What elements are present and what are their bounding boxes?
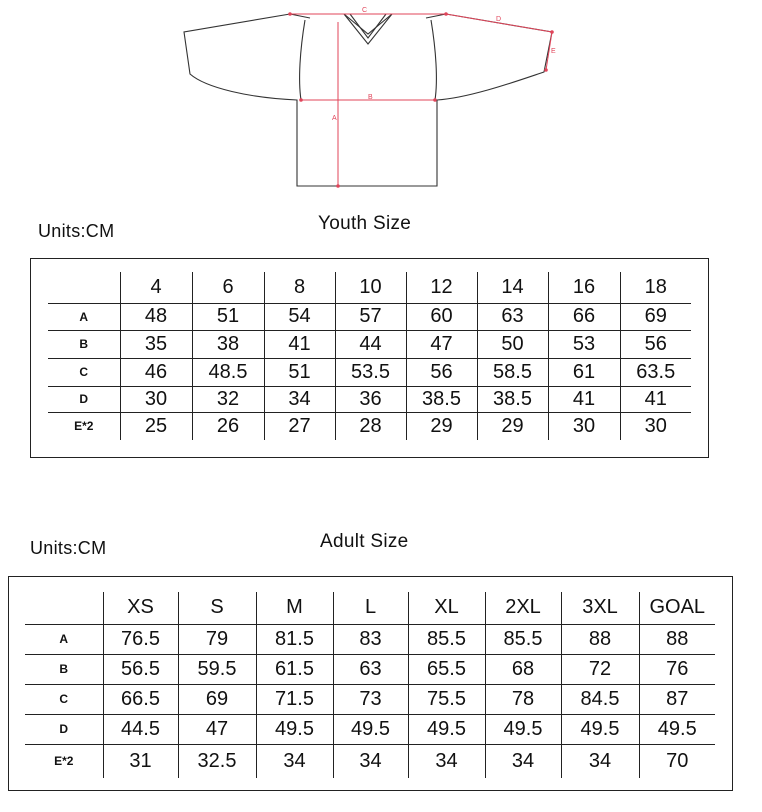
measurement-value: 60 xyxy=(406,303,477,330)
youth-title: Youth Size xyxy=(318,213,412,234)
measurement-value: 87 xyxy=(639,684,715,714)
size-header-cell: 14 xyxy=(477,272,548,303)
measurement-value: 30 xyxy=(620,412,691,440)
measurement-value: 85.5 xyxy=(408,624,485,654)
measurement-value: 47 xyxy=(406,330,477,358)
size-header-cell: XL xyxy=(408,592,485,624)
measurement-value: 38 xyxy=(192,330,264,358)
measurement-row xyxy=(48,358,691,386)
measurement-value: 59.5 xyxy=(178,654,256,684)
measurement-value: 81.5 xyxy=(256,624,333,654)
label-d: D xyxy=(496,16,502,23)
measurement-value: 41 xyxy=(264,330,335,358)
size-header-cell: 18 xyxy=(620,272,691,303)
label-e: E xyxy=(551,48,556,55)
measurement-value: 49.5 xyxy=(561,714,639,744)
jersey-measurement-diagram xyxy=(0,0,762,200)
measurement-value: 28 xyxy=(335,412,406,440)
measurement-label: C xyxy=(48,358,120,386)
measurement-row xyxy=(25,684,715,714)
measurement-value: 49.5 xyxy=(485,714,561,744)
measurement-value: 46 xyxy=(120,358,192,386)
measurement-label: B xyxy=(48,330,120,358)
measurement-value: 56 xyxy=(406,358,477,386)
measurement-row xyxy=(48,303,691,330)
measurement-value: 68 xyxy=(485,654,561,684)
measure-lines xyxy=(290,14,552,186)
measurement-label: E*2 xyxy=(74,419,94,434)
measurement-value: 84.5 xyxy=(561,684,639,714)
size-header-cell: L xyxy=(333,592,408,624)
measurement-value: 30 xyxy=(120,386,192,412)
measurement-value: 83 xyxy=(333,624,408,654)
measurement-value: 25 xyxy=(120,412,192,440)
size-header-cell: 4 xyxy=(120,272,192,303)
measurement-value: 36 xyxy=(335,386,406,412)
size-header-cell: 10 xyxy=(335,272,406,303)
measurement-value: 56.5 xyxy=(103,654,178,684)
measurement-value: 69 xyxy=(178,684,256,714)
measurement-value: 48.5 xyxy=(192,358,264,386)
measurement-value: 27 xyxy=(264,412,335,440)
measurement-value: 88 xyxy=(639,624,715,654)
measurement-value: 65.5 xyxy=(408,654,485,684)
adult-units: Units:CM xyxy=(30,538,107,558)
measurement-value: 73 xyxy=(333,684,408,714)
measurement-label: C xyxy=(25,684,103,714)
measurement-value: 88 xyxy=(561,624,639,654)
measurement-value: 51 xyxy=(192,303,264,330)
size-header-cell: 3XL xyxy=(561,592,639,624)
measurement-value: 57 xyxy=(335,303,406,330)
size-header-cell: 16 xyxy=(548,272,620,303)
measurement-value: 70 xyxy=(639,744,715,778)
measurement-row xyxy=(25,714,715,744)
size-header-cell: 6 xyxy=(192,272,264,303)
measurement-value: 71.5 xyxy=(256,684,333,714)
adult-size-table xyxy=(25,592,715,778)
measurement-value: 49.5 xyxy=(408,714,485,744)
measurement-value: 56 xyxy=(620,330,691,358)
measurement-value: 44 xyxy=(335,330,406,358)
measurement-row xyxy=(25,624,715,654)
measurement-value: 69 xyxy=(620,303,691,330)
measurement-label: D xyxy=(48,386,120,412)
size-header-cell: 8 xyxy=(264,272,335,303)
measurement-value: 63.5 xyxy=(620,358,691,386)
measurement-value: 44.5 xyxy=(103,714,178,744)
measurement-value: 48 xyxy=(120,303,192,330)
measurement-value: 32 xyxy=(192,386,264,412)
measurement-value: 49.5 xyxy=(333,714,408,744)
measurement-value: 41 xyxy=(548,386,620,412)
corner xyxy=(25,592,103,624)
measurement-value: 38.5 xyxy=(406,386,477,412)
measurement-value: 53.5 xyxy=(335,358,406,386)
measurement-row xyxy=(48,386,691,412)
measurement-value: 34 xyxy=(256,744,333,778)
measurement-value: 63 xyxy=(477,303,548,330)
measurement-value: 49.5 xyxy=(639,714,715,744)
adult-title: Adult Size xyxy=(320,531,409,552)
measurement-row xyxy=(48,412,691,440)
size-header-cell: GOAL xyxy=(639,592,715,624)
measurement-value: 38.5 xyxy=(477,386,548,412)
measurement-label: B xyxy=(25,654,103,684)
measurement-row xyxy=(48,330,691,358)
measurement-value: 72 xyxy=(561,654,639,684)
label-a: A xyxy=(332,115,337,122)
size-header-cell: 12 xyxy=(406,272,477,303)
measurement-value: 61.5 xyxy=(256,654,333,684)
measurement-value: 51 xyxy=(264,358,335,386)
measurement-value: 26 xyxy=(192,412,264,440)
measurement-value: 31 xyxy=(103,744,178,778)
measurement-row xyxy=(25,654,715,684)
measurement-value: 75.5 xyxy=(408,684,485,714)
measurement-value: 76.5 xyxy=(103,624,178,654)
size-header-cell: XS xyxy=(103,592,178,624)
measurement-value: 34 xyxy=(264,386,335,412)
size-header-cell: 2XL xyxy=(485,592,561,624)
measurement-value: 32.5 xyxy=(178,744,256,778)
measurement-value: 34 xyxy=(408,744,485,778)
measurement-row xyxy=(25,744,715,778)
label-b: B xyxy=(368,94,373,101)
measurement-value: 41 xyxy=(620,386,691,412)
measurement-value: 49.5 xyxy=(256,714,333,744)
measurement-value: 85.5 xyxy=(485,624,561,654)
measurement-value: 34 xyxy=(485,744,561,778)
measurement-value: 61 xyxy=(548,358,620,386)
youth-size-table xyxy=(48,272,691,440)
measurement-value: 47 xyxy=(178,714,256,744)
measurement-value: 58.5 xyxy=(477,358,548,386)
measurement-value: 34 xyxy=(561,744,639,778)
size-header-cell: M xyxy=(256,592,333,624)
measurement-label: A xyxy=(48,303,120,330)
measurement-value: 29 xyxy=(477,412,548,440)
measurement-value: 53 xyxy=(548,330,620,358)
measurement-value: 76 xyxy=(639,654,715,684)
measurement-value: 54 xyxy=(264,303,335,330)
measurement-label: D xyxy=(25,714,103,744)
measurement-value: 50 xyxy=(477,330,548,358)
corner xyxy=(48,272,120,303)
measurement-value: 66.5 xyxy=(103,684,178,714)
measurement-value: 30 xyxy=(548,412,620,440)
measurement-value: 29 xyxy=(406,412,477,440)
size-header-cell: S xyxy=(178,592,256,624)
measurement-value: 66 xyxy=(548,303,620,330)
measurement-label: A xyxy=(25,624,103,654)
measurement-value: 34 xyxy=(333,744,408,778)
measurement-value: 63 xyxy=(333,654,408,684)
youth-units: Units:CM xyxy=(38,221,115,241)
measurement-value: 35 xyxy=(120,330,192,358)
measurement-value: 78 xyxy=(485,684,561,714)
measurement-label: E*2 xyxy=(54,754,74,769)
label-c: C xyxy=(362,7,368,14)
measurement-value: 79 xyxy=(178,624,256,654)
